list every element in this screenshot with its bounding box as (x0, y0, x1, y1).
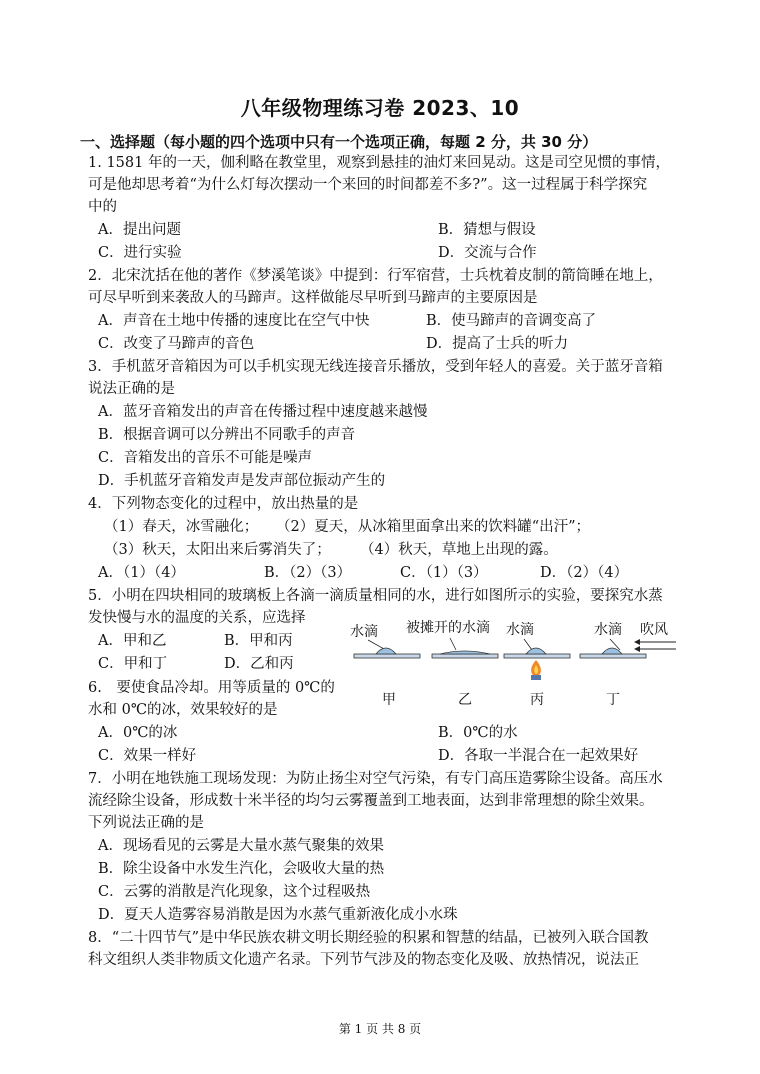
q7-line1: 7．小明在地铁施工现场发现：为防止扬尘对空气污染，有专门高压造雾除尘设备。高压水 (88, 771, 663, 787)
q1-line2: 可是他却思考着“为什么灯每次摆动一个来回的时间都差不多?”。这一过程属于科学探究 (88, 177, 648, 193)
q2-option-b: B．使马蹄声的音调变高了 (426, 313, 597, 329)
wind-arrows-icon (634, 639, 676, 652)
q4-option-d: D．（2）（4） (540, 565, 629, 581)
q2-option-d: D．提高了士兵的听力 (426, 336, 569, 352)
q3-option-a: A．蓝牙音箱发出的声音在传播过程中速度越来越慢 (98, 404, 428, 420)
q4-item-4: （4）秋天，草地上出现的露。 (360, 542, 558, 558)
q6-option-b: B．0℃的水 (438, 725, 518, 741)
q4-option-a: A．（1）（4） (98, 565, 185, 581)
q6-option-d: D．各取一半混合在一起效果好 (438, 748, 639, 764)
alcohol-lamp-flame-icon (531, 660, 541, 680)
q4-option-b: B．（2）（3） (264, 565, 352, 581)
evaporation-figure (340, 612, 680, 712)
q7-line3: 下列说法正确的是 (88, 815, 204, 831)
q7-line2: 流经除尘设备，形成数十米半径的均匀云雾覆盖到工地表面，达到非常理想的除尘效果。 (88, 793, 654, 809)
q1-option-c: C．进行实验 (98, 245, 182, 261)
q3-option-c: C．音箱发出的音乐不可能是噪声 (98, 450, 313, 466)
q7-option-c: C．云雾的消散是汽化现象，这个过程吸热 (98, 884, 371, 900)
q6-option-a: A．0℃的冰 (98, 725, 178, 741)
q7-option-b: B．除尘设备中水发生汽化，会吸收大量的热 (98, 861, 385, 877)
caption-yi: 乙 (458, 692, 472, 708)
q1-line1: 1. 1581 年的一天，伽利略在教堂里，观察到悬挂的油灯来回晃动。这是司空见惯的事情， (88, 155, 670, 171)
q1-line3: 中的 (88, 199, 117, 215)
label-spread-drop: 被摊开的水滴 (406, 620, 490, 636)
q4-option-c: C．（1）（3） (400, 565, 488, 581)
q5-option-c: C．甲和丁 (98, 656, 168, 672)
caption-ding: 丁 (606, 692, 620, 708)
glass-plate-3 (504, 648, 570, 658)
label-water-drop-4: 水滴 (594, 622, 622, 638)
label-water-drop-3: 水滴 (506, 622, 534, 638)
q5-option-b: B．甲和丙 (224, 633, 293, 649)
glass-plate-2 (432, 651, 498, 658)
q7-option-d: D．夏天人造雾容易消散是因为水蒸气重新液化成小水珠 (98, 907, 458, 923)
q3-line2: 说法正确的是 (88, 381, 175, 397)
q3-option-d: D．手机蓝牙音箱发声是发声部位振动产生的 (98, 473, 386, 489)
q8-line1: 8．“二十四节气”是中华民族农耕文明长期经验的积累和智慧的结晶，已被列入联合国教 (88, 930, 649, 946)
q5-line2: 发快慢与水的温度的关系，应选择 (88, 610, 306, 626)
q5-option-a: A．甲和乙 (98, 633, 167, 649)
q7-option-a: A．现场看见的云雾是大量水蒸气聚集的效果 (98, 838, 384, 854)
q2-option-a: A．声音在土地中传播的速度比在空气中快 (98, 313, 370, 329)
q8-line2: 科文组织人类非物质文化遗产名录。下列节气涉及的物态变化及吸、放热情况，说法正 (88, 952, 639, 968)
q2-line2: 可尽早听到来袭敌人的马蹄声。这样做能尽早听到马蹄声的主要原因是 (88, 290, 538, 306)
q4-item-2: （2）夏天，从冰箱里面拿出来的饮料罐“出汗”； (276, 519, 591, 535)
q5-line1: 5．小明在四块相同的玻璃板上各滴一滴质量相同的水，进行如图所示的实验，要探究水蒸 (88, 588, 663, 604)
q2-option-c: C．改变了马蹄声的音色 (98, 336, 255, 352)
q6-line1: 6. 要使食品冷却。用等质量的 0℃的 (88, 680, 335, 696)
q2-line1: 2．北宋沈括在他的著作《梦溪笔谈》中提到：行军宿营，士兵枕着皮制的箭筒睡在地上， (88, 268, 663, 284)
q6-option-c: C．效果一样好 (98, 748, 197, 764)
caption-bing: 丙 (530, 692, 544, 708)
q5-option-d: D．乙和丙 (224, 656, 294, 672)
label-blow-wind: 吹风 (640, 622, 668, 638)
q1-option-d: D．交流与合作 (438, 245, 537, 261)
page-footer: 第 1 页 共 8 页 (338, 1022, 422, 1036)
q1-option-a: A．提出问题 (98, 222, 181, 238)
q4-item-3: （3）秋天，太阳出来后雾消失了； (104, 542, 331, 558)
q3-option-b: B．根据音调可以分辨出不同歌手的声音 (98, 427, 356, 443)
label-water-drop-1: 水滴 (350, 624, 378, 640)
q3-line1: 3．手机蓝牙音箱因为可以手机实现无线连接音乐播放，受到年轻人的喜爱。关于蓝牙音箱 (88, 359, 663, 375)
glass-plate-1 (354, 648, 420, 658)
q4-item-1: （1）春天，冰雪融化； (104, 519, 259, 535)
q1-option-b: B．猜想与假设 (438, 222, 536, 238)
caption-jia: 甲 (382, 692, 396, 708)
section-heading: 一、选择题（每小题的四个选项中只有一个选项正确，每题 2 分，共 30 分） (80, 133, 598, 151)
q4-line1: 4．下列物态变化的过程中，放出热量的是 (88, 496, 359, 512)
q6-line2: 水和 0℃的冰，效果较好的是 (88, 702, 278, 718)
page-title: 八年级物理练习卷 2023、10 (240, 96, 520, 120)
